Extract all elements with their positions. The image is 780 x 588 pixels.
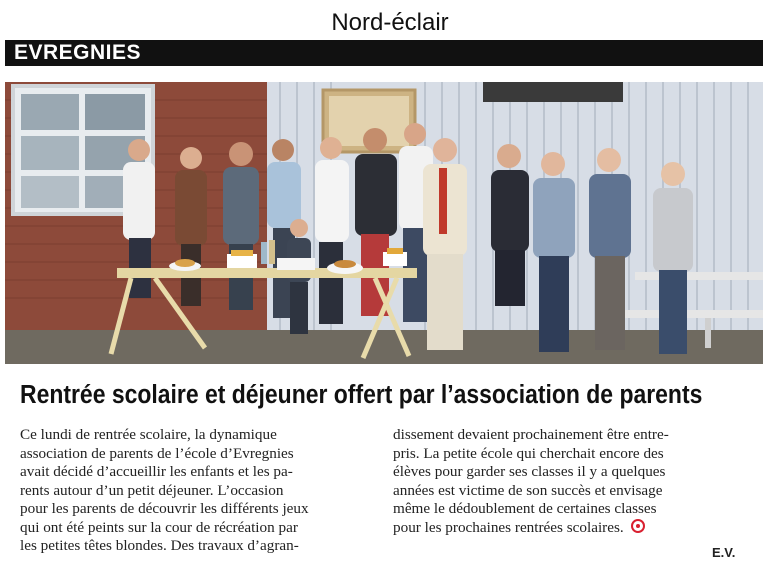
article-photo: [5, 82, 763, 364]
body-line: les petites têtes blondes. Des travaux d’agran-: [20, 537, 299, 554]
article-column-2: [393, 426, 750, 537]
article-end-mark-icon: [631, 519, 645, 533]
publication-masthead: Nord-éclair: [331, 9, 449, 36]
group-photo-illustration: [5, 82, 763, 364]
body-line: pour les parents de découvrir les différents jeux: [20, 500, 309, 517]
section-label: EVREGNIES: [14, 41, 142, 64]
body-line: qui ont été peints sur la cour de récréation par: [20, 518, 298, 536]
body-line: rents autour d’un petit déjeuner. L’occasion: [20, 481, 284, 499]
article-column-1: [20, 426, 372, 556]
body-line-text: pour les prochaines rentrées scolaires.: [393, 518, 624, 536]
body-line: pris. La petite école qui cherchait encore des: [393, 444, 664, 462]
body-line: association de parents de l’école d’Evregnies: [20, 444, 294, 462]
body-line: élèves pour garder ses classes il y a quelques: [393, 463, 666, 480]
body-line: années est victime de son succès et envisage: [393, 481, 663, 499]
body-line: même le dédoublement de certaines classes: [393, 500, 657, 517]
body-line-last: [393, 519, 750, 538]
body-line: Ce lundi de rentrée scolaire, la dynamique: [20, 426, 277, 443]
section-bar: [5, 40, 763, 66]
author-initials: E.V.: [712, 545, 736, 560]
article-headline: Rentrée scolaire et déjeuner offert par l’association de parents: [20, 381, 703, 409]
body-line: dissement devaient prochainement être entre-: [393, 426, 669, 443]
body-line: avait décidé d’accueillir les enfants et les pa-: [20, 463, 293, 480]
